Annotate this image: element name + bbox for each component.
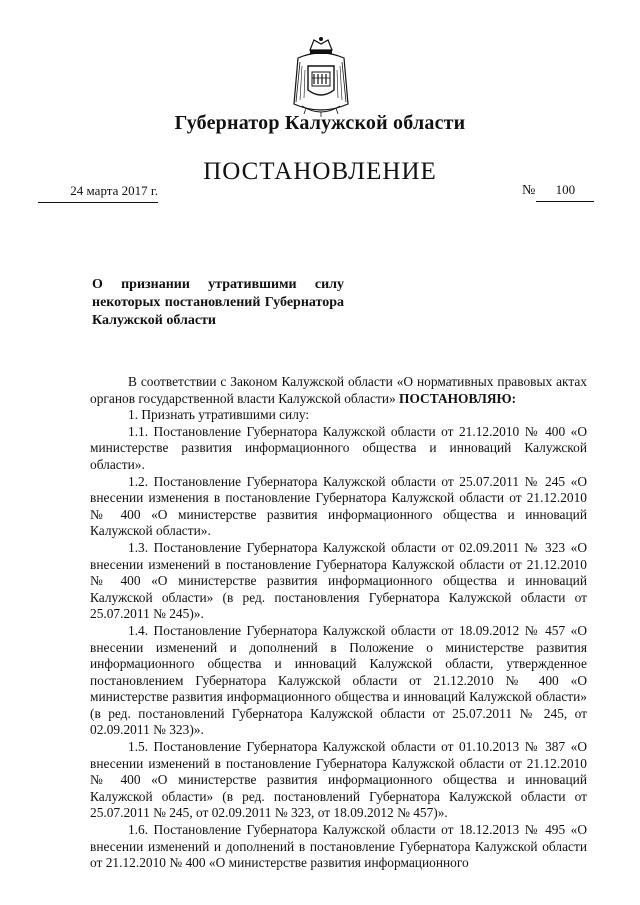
document-type-title: ПОСТАНОВЛЕНИЕ (203, 158, 437, 185)
preamble-text: В соответствии с Законом Калужской области «О нормативных правовых актах органов государственной власти Калужской области» (90, 374, 587, 406)
subject-line-1: О признании утратившими силу (92, 277, 344, 292)
clause-1-3: 1.3. Постановление Губернатора Калужской области от 02.09.2011 № 323 «О внесении изменений в постановление Губернатора Калужской области от 21.12.2010 № 400 «О министерстве развития информационного общества и инноваций Калужской области» (в ред. постановления Губернатора Калужской области от 25.07.2011 № 245)». (90, 539, 587, 622)
document-subject (92, 276, 344, 330)
clause-1-6: 1.6. Постановление Губернатора Калужской области от 18.12.2013 № 495 «О внесении изменений и дополнений в постановление Губернатора Калужской области от 21.12.2010 № 400 «О министерстве развития информационного (90, 822, 587, 871)
coat-of-arms-icon (288, 36, 354, 118)
clause-1-1: 1.1. Постановление Губернатора Калужской области от 21.12.2010 № 400 «О министерстве развития информационного общества и инноваций Калужской области». (90, 423, 587, 472)
decree-keyword: ПОСТАНОВЛЯЮ: (399, 390, 517, 406)
document-body (90, 374, 587, 872)
subject-line-rest: некоторых постановлений Губернатора Калужской области (92, 295, 344, 328)
clause-1-2: 1.2. Постановление Губернатора Калужской области от 25.07.2011 № 245 «О внесении изменения в постановление Губернатора Калужской области от 21.12.2010 № 400 «О министерстве развития информационного общества и инноваций Калужской области». (90, 473, 587, 539)
document-date: 24 марта 2017 г. (38, 183, 158, 203)
issuing-authority: Губернатор Калужской области (174, 112, 466, 134)
number-sign: № (522, 183, 536, 198)
number-value: 100 (536, 182, 594, 202)
document-number (522, 182, 608, 202)
clause-1-4: 1.4. Постановление Губернатора Калужской области от 18.09.2012 № 457 «О внесении изменений и дополнений в Положение о министерстве развития информационного общества и инноваций Калужской области, утвержденное постановлением Губернатора Калужской области от 21.12.2010 № 400 «О министерстве развития информационного общества и инноваций Калужской области» (в ред. постановлений Губернатора Калужской области от 25.07.2011 № 245, от 02.09.2011 № 323)». (90, 622, 587, 738)
clause-1-5: 1.5. Постановление Губернатора Калужской области от 01.10.2013 № 387 «О внесении изменений в постановление Губернатора Калужской области от 21.12.2010 № 400 «О министерстве развития информационного общества и инноваций Калужской области» (в ред. постановлений Губернатора Калужской области от 25.07.2011 № 245, от 02.09.2011 № 323, от 18.09.2012 № 457)». (90, 739, 587, 821)
preamble-paragraph (90, 374, 587, 407)
clause-1: 1. Признать утратившими силу: (128, 407, 310, 423)
